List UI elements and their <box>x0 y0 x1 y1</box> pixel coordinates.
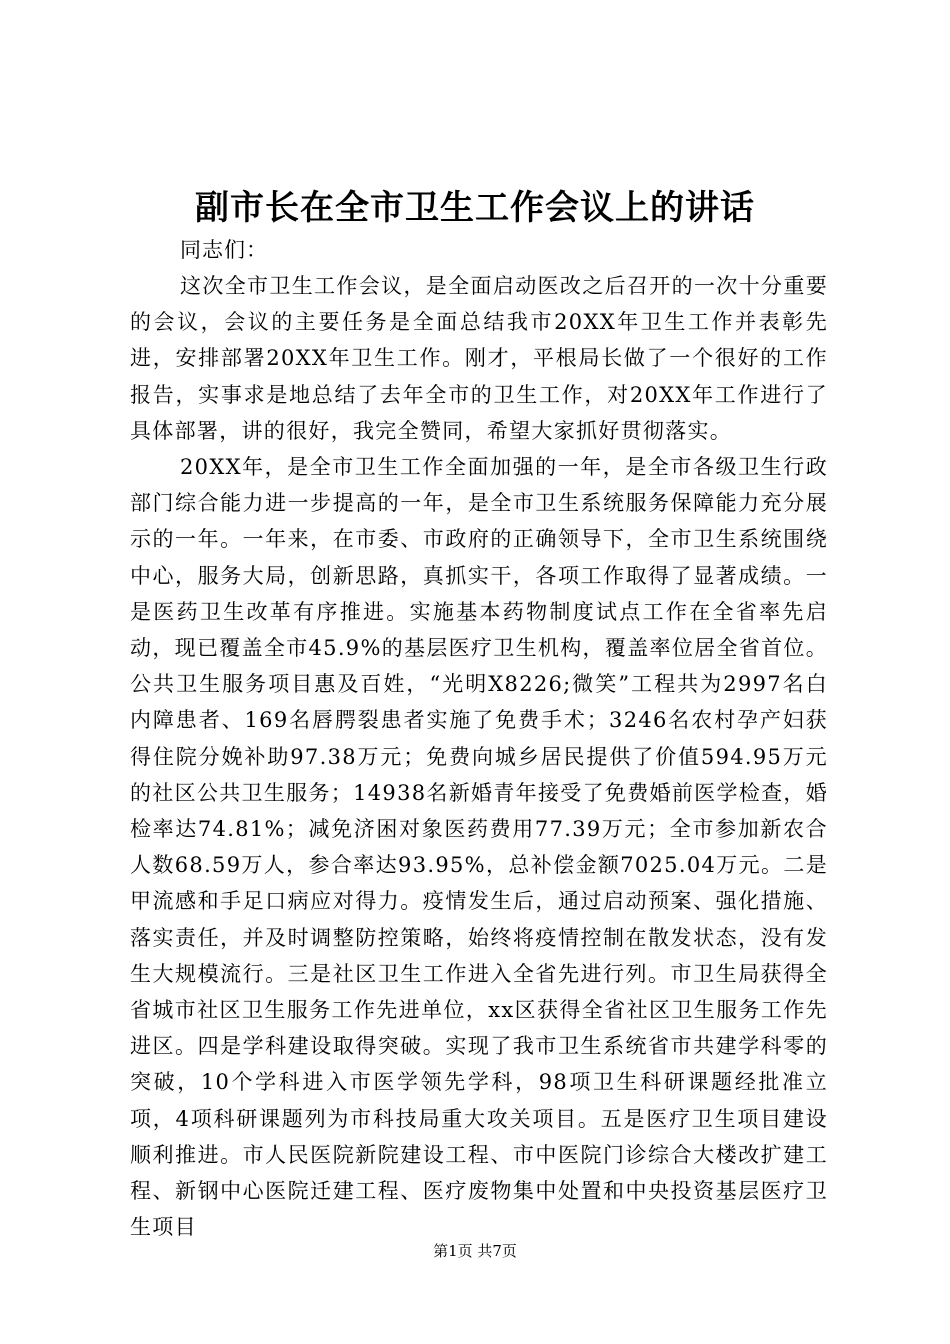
salutation: 同志们： <box>180 238 268 262</box>
document-title: 副市长在全市卫生工作会议上的讲话 <box>195 188 755 228</box>
body-paragraph-1: 这次全市卫生工作会议，是全面启动医改之后召开的一次十分重要的会议，会议的主要任务是全面总结我市20XX年卫生工作并表彰先进，安排部署20XX年卫生工作。刚才，平根局长做了一个很好的工作报告，实事求是地总结了去年全市的卫生工作，对20XX年工作进行了具体部署，讲的很好，我完全赞同，希望大家抓好贯彻落实。 <box>130 274 828 443</box>
document-body <box>130 232 828 1245</box>
body-paragraph-2: 20XX年，是全市卫生工作全面加强的一年，是全市各级卫生行政部门综合能力进一步提高的一年，是全市卫生系统服务保障能力充分展示的一年。一年来，在市委、市政府的正确领导下，全市卫生系统围绕中心，服务大局，创新思路，真抓实干，各项工作取得了显著成绩。一是医药卫生改革有序推进。实施基本药物制度试点工作在全省率先启动，现已覆盖全市45.9%的基层医疗卫生机构，覆盖率位居全省首位。公共卫生服务项目惠及百姓，“光明X8226;微笑”工程共为2997名白内障患者、169名唇腭裂患者实施了免费手术；3246名农村孕产妇获得住院分娩补助97.38万元；免费向城乡居民提供了价值594.95万元的社区公共卫生服务；14938名新婚青年接受了免费婚前医学检查，婚检率达74.81%；减免济困对象医药费用77.39万元；全市参加新农合人数68.59万人，参合率达93.95%，总补偿金额7025.04万元。二是甲流感和手足口病应对得力。疫情发生后，通过启动预案、强化措施、落实责任，并及时调整防控策略，始终将疫情控制在散发状态，没有发生大规模流行。三是社区卫生工作进入全省先进行列。市卫生局获得全省城市社区卫生服务工作先进单位，xx区获得全省社区卫生服务工作先进区。四是学科建设取得突破。实现了我市卫生系统省市共建学科零的突破，10个学科进入市医学领先学科，98项卫生科研课题经批准立项，4项科研课题列为市科技局重大攻关项目。五是医疗卫生项目建设顺利推进。市人民医院新院建设工程、市中医院门诊综合大楼改扩建工程、新钢中心医院迁建工程、医疗废物集中处置和中央投资基层医疗卫生项目 <box>130 455 828 1240</box>
page-number: 第1页 共7页 <box>433 1242 517 1260</box>
page-footer <box>0 1241 950 1261</box>
